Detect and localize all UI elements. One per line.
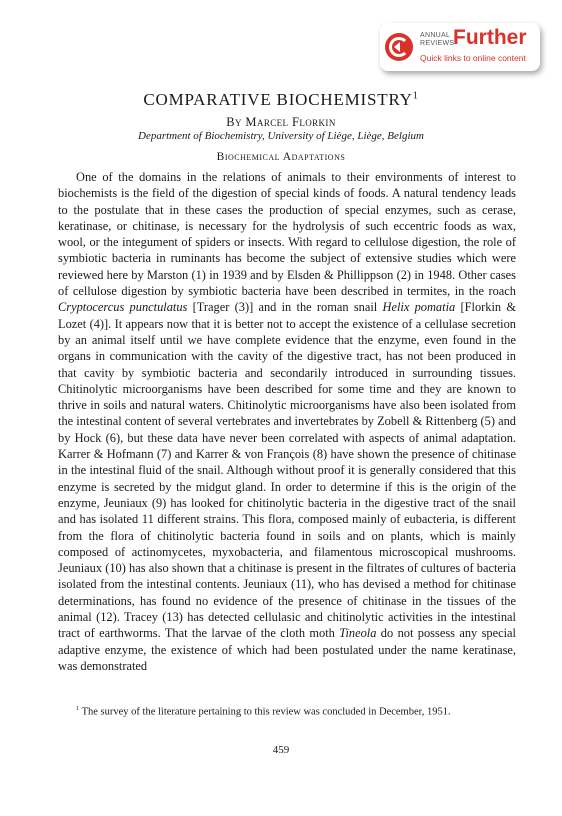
article-title-text: COMPARATIVE BIOCHEMISTRY <box>143 90 413 109</box>
author-byline: By Marcel Florkin <box>226 115 336 129</box>
badge-subtitle[interactable]: Quick links to online content <box>420 53 526 63</box>
body-paragraph <box>58 169 516 674</box>
body-text-2: [Trager (3)] and in the roman snail <box>187 300 383 315</box>
annual-reviews-logo <box>420 32 454 48</box>
badge-title[interactable]: Further <box>453 26 527 49</box>
species-name-cryptocercus: Cryptocercus punctulatus <box>58 300 188 315</box>
further-badge[interactable] <box>380 23 540 71</box>
page-number: 459 <box>272 744 290 756</box>
footnote-mark: 1 <box>76 705 80 712</box>
play-circle-icon[interactable] <box>385 33 413 61</box>
footnote <box>58 702 516 719</box>
body-text-1: One of the domains in the relations of animals to their environments of interest to biochemists is the field of the digestion of special kinds of foods. A natural tendency leads to the postulate that in these cases the production of special enzymes, such as cerase, keratinase, or chitinase, is necessary for the hydrolysis of such eccentric foods as wax, wool, or the integument of spiders or insects. With regard to cellulose digestion, the role of symbiotic bacteria in ruminants has become the subject of extensive studies which were reviewed here by Marston (1) in 1939 and by Elsden & Phillippson (2) in 1948. Other cases of cellulose digestion by symbiotic bacteria have been described in termites, in the roach <box>58 170 516 299</box>
species-name-helix: Helix pomatia <box>382 300 456 315</box>
article-title <box>0 90 562 110</box>
brand-line-2: REVIEWS <box>420 40 455 47</box>
author-affiliation: Department of Biochemistry, University of Liège, Liège, Belgium <box>138 130 424 142</box>
genus-name-tineola: Tineola <box>339 626 377 641</box>
section-heading: Biochemical Adaptations <box>216 151 346 163</box>
footnote-text: The survey of the literature pertaining to this review was concluded in December, 1951. <box>79 706 451 718</box>
body-text-3: [Florkin & Lozet (4)]. It appears now that it is better not to accept the existence of a cellulase secretion by an animal itself until we have complete evidence that the enzyme, even found in the organs in communication with the cavity of the digestive tract, has not been produced in that cavity by symbiotic bacteria and secondarily introduced in surrounding tissues. Chitinolytic microorganisms have been described for some time and they are known to thrive in soils and natural waters. Chitinolytic microorganisms have also been isolated from the intestinal content of several vertebrates and invertebrates by Zobell & Rittenberg (5) and by Hock (6), but these data have never been correlated with aspects of animal adaptation. Karrer & Hofmann (7) and Karrer & von François (8) have shown the presence of chitinase in the intestinal fluid of the snail. Although without proof it is generally considered that this enzyme is secreted by the midgut gland. In order to determine if this is the origin of the enzyme, Jeuniaux (9) has looked for chitinolytic bacteria in the digestive tract of the snail and has isolated 11 different strains. This flora, composed mainly of eubacteria, is different from the flora of chitinolytic bacteria found in soils and on plants, which is mainly composed of actinomycetes, myxobacteria, and filamentous microscopical mushrooms. Jeuniaux (10) has also shown that a chitinase is present in the filtrates of cultures of bacteria isolated from the intestinal contents. Jeuniaux (11), who has devised a method for chitinase determinations, has found no evidence of the presence of chitinase in the tissues of the animal (12). Tracey (13) has detected cellulasic and chitinolytic activities in the intestinal tract of earthworms. That the larvae of the cloth moth <box>58 300 516 641</box>
brand-line-1: ANNUAL <box>420 32 451 39</box>
title-footnote-mark[interactable]: 1 <box>412 90 419 102</box>
body-text-4: do not possess any special adaptive enzyme, the existence of which had been postulated under the name keratinase, was demonstrated <box>58 626 516 673</box>
